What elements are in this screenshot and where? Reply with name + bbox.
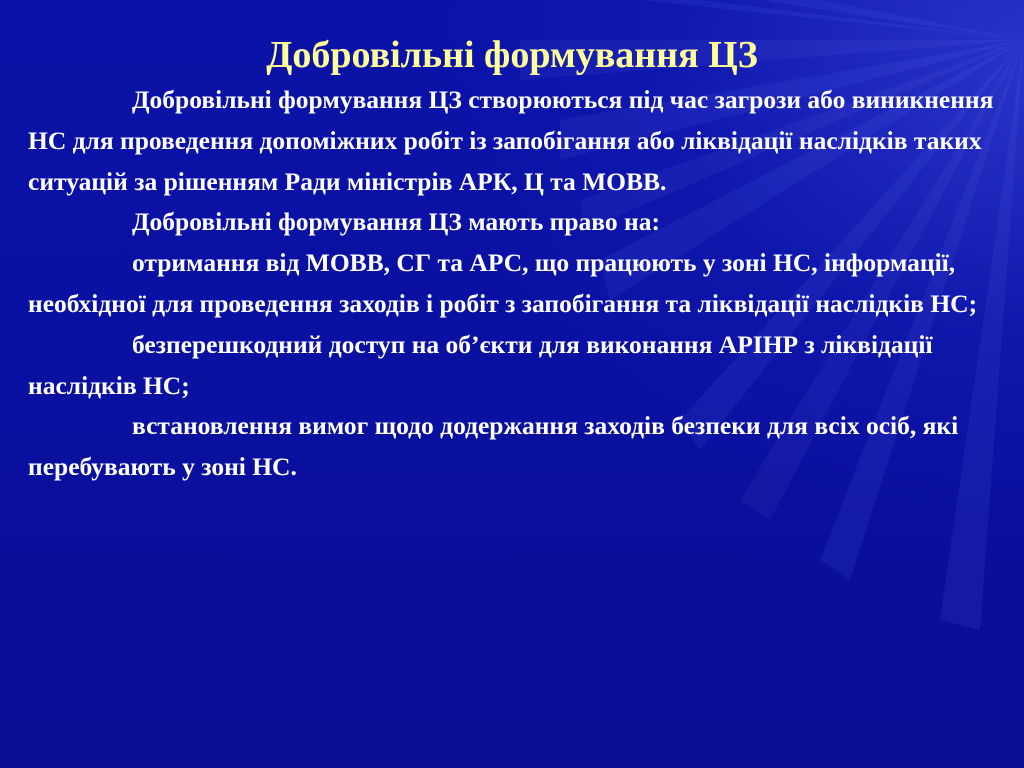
slide-body — [28, 80, 1000, 488]
paragraph-right-access: безперешкодний доступ на об’єкти для виконання АРІНР з ліквідації наслідків НС; — [28, 329, 933, 400]
paragraph-rights-intro: Добровільні формування ЦЗ мають право на: — [132, 207, 660, 237]
slide-title: Добровільні формування ЦЗ — [266, 34, 758, 76]
paragraph-definition: Добровільні формування ЦЗ створюються під час загрози або виникнення НС для проведення допоміжних робіт із запобігання або ліквідації наслідків таких ситуацій за рішенням Ради міністрів АРК, Ц та МОВВ. — [28, 85, 994, 196]
paragraph-right-safety: встановлення вимог щодо додержання заходів безпеки для всіх осіб, які перебувають у зоні НС. — [28, 411, 959, 482]
paragraph-right-information: отримання від МОВВ, СГ та АРС, що працюють у зоні НС, інформації, необхідної для проведення заходів і робіт з запобігання та ліквідації наслідків НС; — [28, 248, 978, 318]
